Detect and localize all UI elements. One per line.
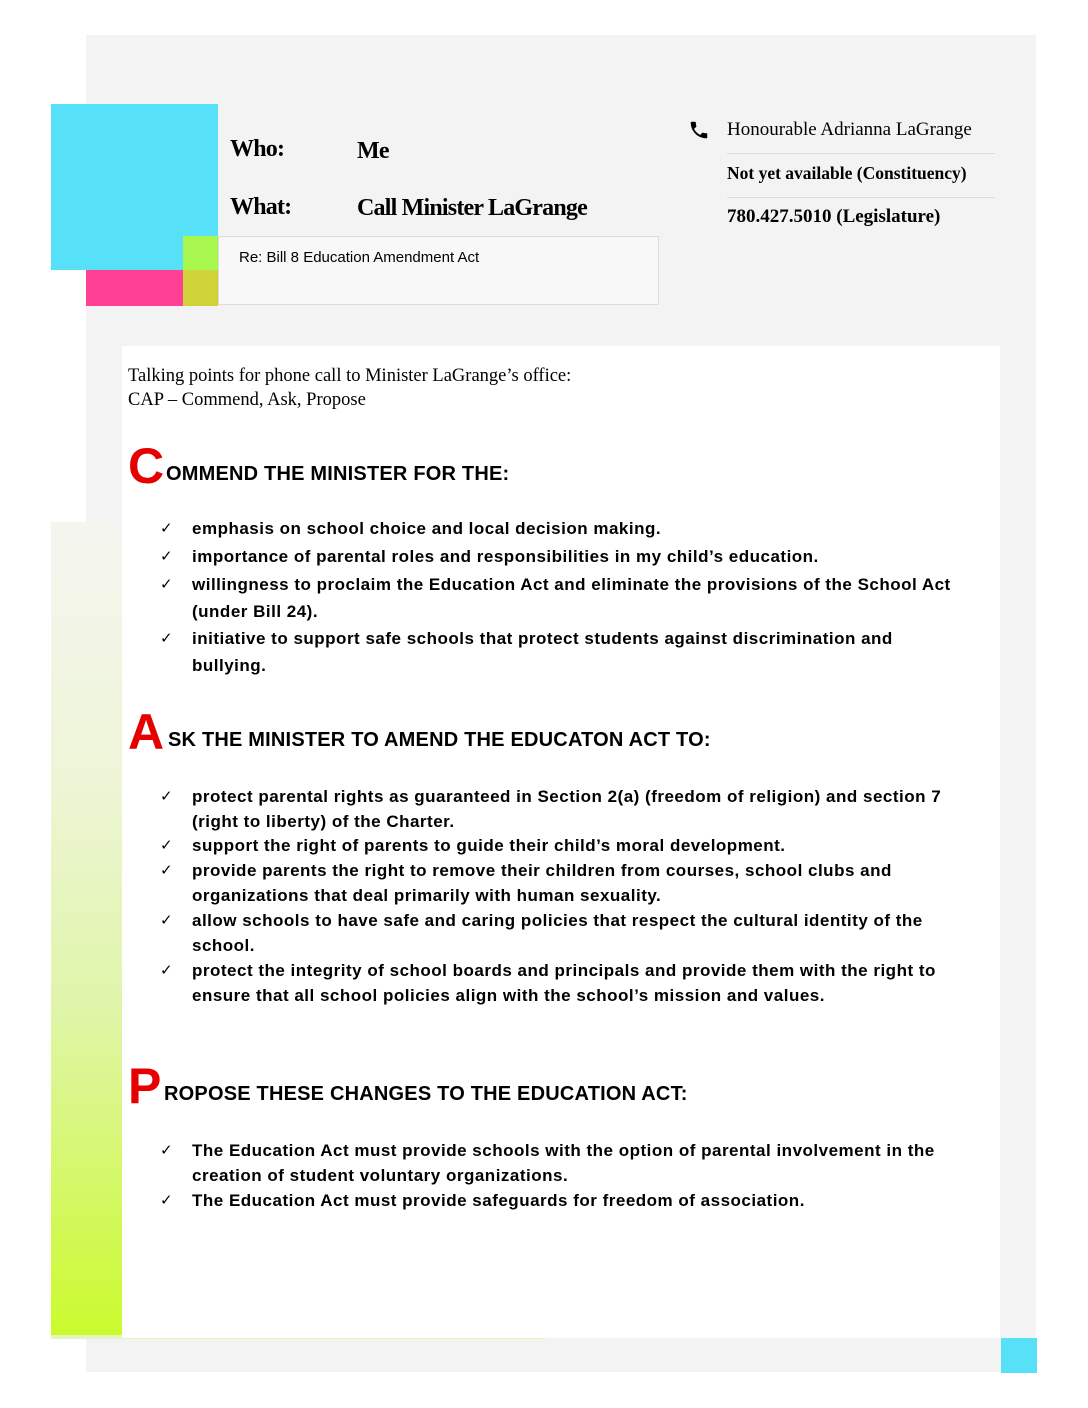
ask-heading: SK THE MINISTER TO AMEND THE EDUCATON ACT TO: <box>168 729 711 751</box>
checkmark-icon: ✓ <box>160 1191 174 1209</box>
phone-icon <box>688 119 710 141</box>
subject-box <box>218 236 659 305</box>
checkmark-icon: ✓ <box>160 861 174 879</box>
decorative-pink-rect <box>86 270 183 306</box>
decorative-olive-square <box>183 270 218 306</box>
intro-line-2: CAP – Commend, Ask, Propose <box>128 390 366 410</box>
what-value: Call Minister LaGrange <box>357 195 587 221</box>
checkmark-icon: ✓ <box>160 1141 174 1159</box>
checkmark-icon: ✓ <box>160 787 174 805</box>
checkmark-icon: ✓ <box>160 961 174 979</box>
minister-name: Honourable Adrianna LaGrange <box>727 119 972 140</box>
section-initial-c: C <box>128 438 165 494</box>
re-subject: Re: Bill 8 Education Amendment Act <box>239 249 480 266</box>
propose-heading: ROPOSE THESE CHANGES TO THE EDUCATION ACT: <box>164 1083 688 1105</box>
section-initial-a: A <box>128 704 165 760</box>
checkmark-icon: ✓ <box>160 575 174 593</box>
checkmark-icon: ✓ <box>160 519 174 537</box>
section-initial-p: P <box>128 1058 162 1114</box>
checkmark-icon: ✓ <box>160 629 174 647</box>
intro-line-1: Talking points for phone call to Minister LaGrange’s office: <box>128 366 572 386</box>
constituency-phone: Not yet available (Constituency) <box>727 163 967 183</box>
commend-heading: OMMEND THE MINISTER FOR THE: <box>166 463 510 485</box>
decorative-green-square <box>183 236 218 270</box>
who-value: Me <box>357 138 389 164</box>
decorative-corner-square <box>1001 1338 1037 1373</box>
checkmark-icon: ✓ <box>160 911 174 929</box>
divider <box>727 197 995 198</box>
who-label: Who: <box>230 136 285 162</box>
what-label: What: <box>230 194 292 220</box>
decorative-gradient-bar <box>51 522 123 1339</box>
divider <box>727 153 995 154</box>
checkmark-icon: ✓ <box>160 547 174 565</box>
checkmark-icon: ✓ <box>160 836 174 854</box>
legislature-phone: 780.427.5010 (Legislature) <box>727 206 941 227</box>
